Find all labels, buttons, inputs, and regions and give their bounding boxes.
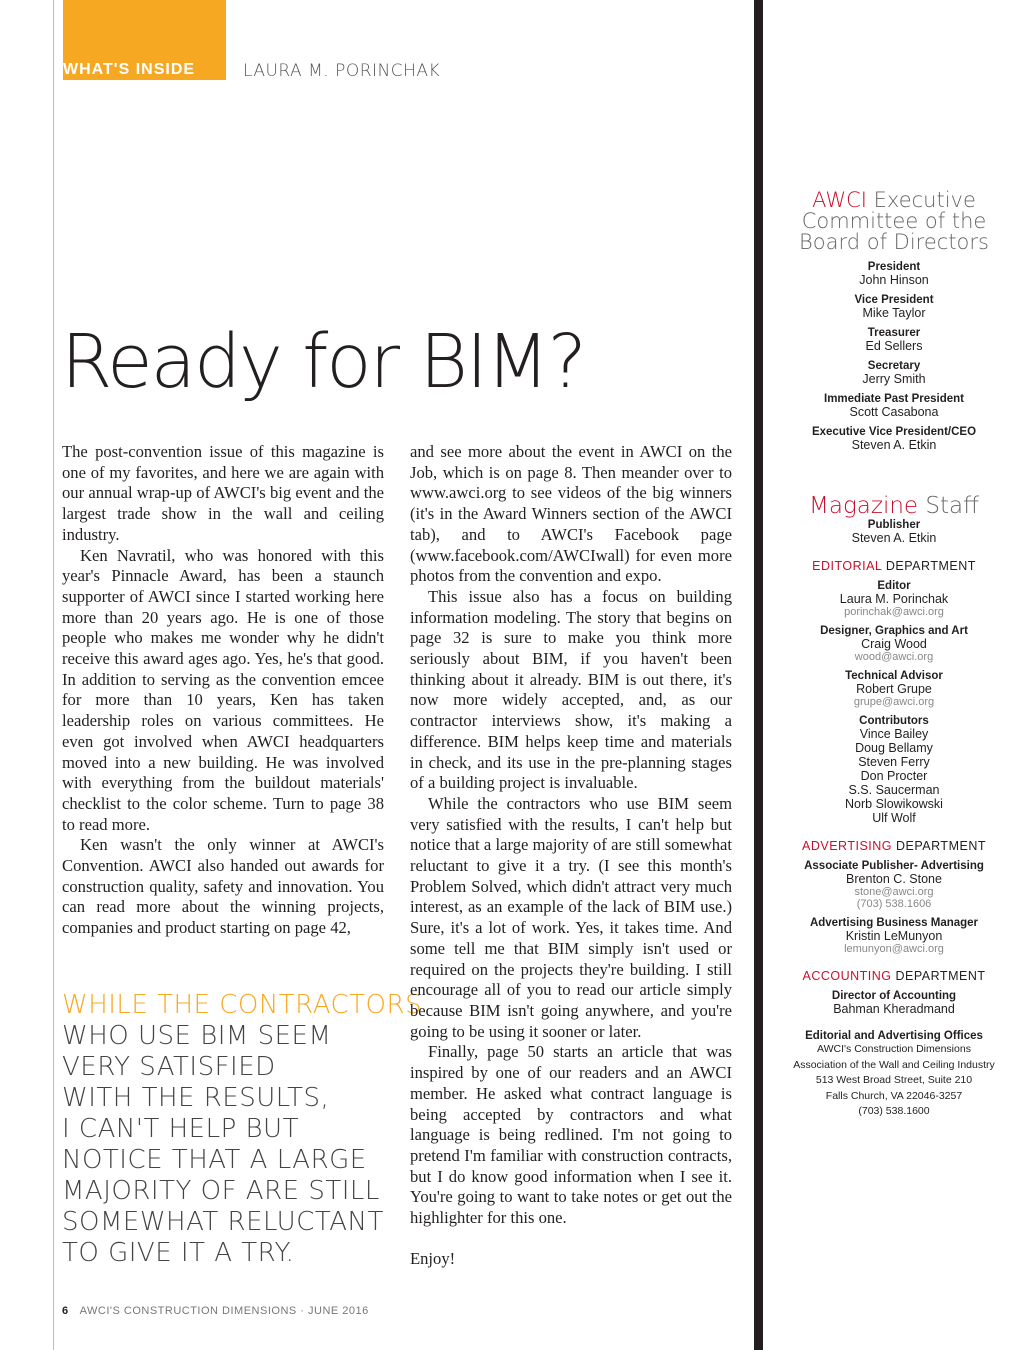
paragraph: and see more about the event in AWCI on the Job, which is on page 8. Then meander over to www.awci.org to see videos of the big winners (it's in the Award Winners section of the AWCI tab), and to AWCI's Facebook page (www.facebook.com/AWCIwall) for even more photos from the convention and expo. [410, 442, 732, 586]
contributor-name: Vince Bailey [859, 727, 929, 741]
pull-quote-line: NOTICE THAT A LARGE [62, 1145, 367, 1175]
role-label: Director of Accounting [831, 990, 957, 1002]
contributor-name: Steven Ferry [858, 755, 930, 769]
email-address: lemunyon@awci.org [844, 943, 944, 955]
email-address: grupe@awci.org [853, 696, 935, 708]
paragraph: While the contractors who use BIM seem very satisfied with the results, I can't help but notice that a large majority of are still somewhat reluctant to give it a try. (I see this month's Problem Solved, which didn't attract very much interest, as an example of the lack of BIM use.) Sure, it's a lot of work. Yes, it takes time. And some tell me that BIM simply isn't used or required on the projects they're building. I still encourage all of you to read our article simply because BIM isn't going anywhere, and you're going to be using it sooner or later. [410, 793, 732, 1041]
person-name: Ed Sellers [865, 339, 923, 353]
page-title: Ready for BIM? [61, 319, 585, 405]
title-part: Committee of the [801, 209, 987, 233]
department-name: ACCOUNTING [802, 969, 892, 983]
department-word: DEPARTMENT [885, 559, 976, 573]
role-label: Vice President [854, 294, 934, 306]
contributor-name: Ulf Wolf [872, 811, 916, 825]
magazine-staff-title [780, 493, 1008, 519]
paragraph: Ken wasn't the only winner at AWCI's Convention. AWCI also handed out awards for construction quality, safety and innovation. You can read more about the winning projects, companies and product starting on page 42, [62, 835, 384, 938]
person-name: Scott Casabona [849, 405, 939, 419]
person-name: Laura M. Porinchak [839, 592, 949, 606]
person-name: Kristin LeMunyon [845, 929, 943, 943]
department-name: ADVERTISING [802, 839, 893, 853]
role-label: Contributors [859, 715, 929, 727]
department-word: DEPARTMENT [895, 969, 986, 983]
department-name: EDITORIAL [812, 559, 882, 573]
pull-quote-line: TO GIVE IT A TRY. [62, 1238, 295, 1268]
email-address: porinchak@awci.org [844, 606, 944, 618]
role-label: Advertising Business Manager [809, 917, 979, 929]
email-address: wood@awci.org [854, 651, 934, 663]
role-label: Secretary [867, 360, 921, 372]
role-label: Immediate Past President [824, 393, 964, 405]
masthead-sidebar [780, 190, 1008, 1120]
paragraph: The post-convention issue of this magazine is one of my favorites, and here we are again with our annual wrap-up of AWCI's big event and the largest trade show in the wall and ceiling industry. [62, 442, 384, 544]
role-label: Publisher [867, 519, 921, 531]
contributor-name: Norb Slowikowski [845, 797, 943, 811]
person-name: Jerry Smith [862, 372, 926, 386]
person-name: Robert Grupe [856, 682, 932, 696]
title-brand: AWCI [812, 188, 867, 212]
role-label: Editorial and Advertising Offices [805, 1030, 983, 1042]
paragraph: Finally, page 50 starts an article that was inspired by one of our readers and an AWCI member. He asked what contract language is being accepted by contractors and what language is being redlined. I'm not going to pretend I'm familiar with construction contracts, but I do know good information when I see it. You're going to want to take notes or get out the highlighter for this one. [410, 1042, 732, 1228]
body-column-2 [410, 442, 732, 1270]
role-label: Associate Publisher- Advertising [804, 860, 984, 872]
contributor-name: S.S. Saucerman [848, 783, 940, 797]
role-label: Technical Advisor [845, 670, 943, 682]
office-line: 513 West Broad Street, Suite 210 [815, 1074, 973, 1086]
department-heading [780, 559, 1008, 573]
pull-quote-line: MAJORITY OF ARE STILL [62, 1176, 380, 1206]
pull-quote-line: SOMEWHAT RELUCTANT [62, 1207, 384, 1237]
email-address: stone@awci.org [854, 886, 934, 898]
pull-quote-line: VERY SATISFIED [62, 1052, 276, 1082]
sidebar-divider [754, 0, 763, 1350]
person-name: Brenton C. Stone [846, 872, 942, 886]
role-label: Designer, Graphics and Art [820, 625, 968, 637]
contributor-name: Doug Bellamy [855, 741, 933, 755]
sign-off: Enjoy! [410, 1249, 456, 1269]
role-label: Editor [877, 580, 911, 592]
person-name: Mike Taylor [862, 306, 926, 320]
page-footer [62, 1305, 369, 1317]
left-margin-rule [53, 0, 54, 1350]
pull-quote [62, 990, 423, 1269]
contributor-name: Don Procter [860, 769, 928, 783]
pull-quote-line: I CAN'T HELP BUT [62, 1114, 299, 1144]
title-part: Executive [873, 188, 976, 212]
title-part: Staff [925, 493, 979, 519]
role-label: Treasurer [867, 327, 921, 339]
section-kicker: WHAT'S INSIDE [63, 61, 196, 78]
pull-quote-line: WHO USE BIM SEEM [62, 1021, 332, 1051]
person-name: Steven A. Etkin [851, 438, 937, 452]
footer-publication: AWCI'S CONSTRUCTION DIMENSIONS · JUNE 2016 [79, 1305, 369, 1317]
office-line: AWCI's Construction Dimensions [817, 1043, 971, 1055]
role-label: Executive Vice President/CEO [811, 426, 977, 438]
phone-number: (703) 538.1606 [856, 898, 932, 910]
office-line: (703) 538.1600 [858, 1105, 930, 1117]
title-part: Board of Directors [799, 230, 989, 254]
exec-committee-title [780, 190, 1008, 253]
person-name: John Hinson [859, 273, 929, 287]
department-word: DEPARTMENT [896, 839, 986, 853]
title-brand: Magazine [809, 493, 919, 519]
person-name: Craig Wood [861, 637, 927, 651]
person-name: Steven A. Etkin [851, 531, 937, 545]
office-line: Falls Church, VA 22046-3257 [825, 1089, 963, 1102]
pull-quote-line: WITH THE RESULTS, [62, 1083, 330, 1113]
pull-quote-line: WHILE THE CONTRACTORS [62, 990, 423, 1020]
role-label: President [867, 261, 921, 273]
department-heading [780, 839, 1008, 853]
department-heading [780, 969, 1008, 983]
paragraph: Ken Navratil, who was honored with this year's Pinnacle Award, has been a staunch supporter of AWCI since I started working here more than 20 years ago. He is one of those people who makes me wonder why he didn't receive this award ages ago. Yes, he's that good. In addition to serving as the convention emcee for more than 10 years, Ken has taken leadership roles on various committees. He even got involved when AWCI headquarters moved into a new building. He was involved with everything from the buildout materials' checklist to the color scheme. Turn to page 38 to read more. [62, 545, 384, 834]
body-column-1 [62, 442, 384, 939]
paragraph: This issue also has a focus on building information modeling. The story that begins on page 32 is sure to make you think more seriously about BIM, if you haven't been thinking about it already. BIM is out there, it's now more widely accepted, and, as our contractor interviews show, it's making a difference. BIM helps keep time and materials in check, and its use in the pre-planning stages of a building project is invaluable. [410, 586, 732, 793]
office-line: Association of the Wall and Ceiling Industry [793, 1058, 995, 1071]
author-byline: LAURA M. PORINCHAK [243, 61, 441, 81]
page-number: 6 [62, 1305, 69, 1317]
person-name: Bahman Kheradmand [833, 1002, 955, 1016]
